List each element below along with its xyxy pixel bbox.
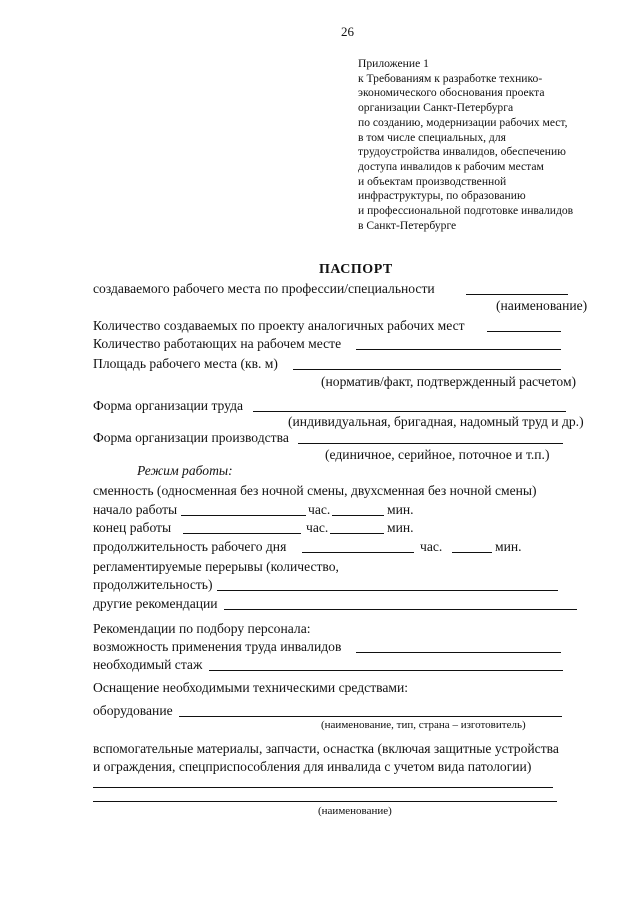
appendix-line: доступа инвалидов к рабочим местам — [358, 159, 544, 173]
production-form-hint: (единичное, серийное, поточное и т.п.) — [325, 447, 550, 462]
breaks-label-1: регламентируемые перерывы (количество, — [93, 559, 339, 574]
minutes-unit: мин. — [387, 520, 414, 535]
workers-count-label: Количество работающих на рабочем месте — [93, 336, 342, 351]
appendix-line: трудоустройства инвалидов, обеспечению — [358, 145, 566, 159]
similar-count-field[interactable] — [487, 331, 561, 332]
profession-label: создаваемого рабочего места по профессии/специальности — [93, 281, 435, 296]
personnel-heading: Рекомендации по подбору персонала: — [93, 621, 311, 636]
hours-unit: час. — [306, 520, 329, 535]
start-hours-field[interactable] — [181, 515, 306, 516]
equipment-label: оборудование — [93, 703, 173, 718]
shifts-label: сменность (односменная без ночной смены, двухсменная без ночной смены) — [93, 483, 537, 498]
experience-label: необходимый стаж — [93, 657, 203, 672]
other-recommendations-label: другие рекомендации — [93, 596, 218, 611]
appendix-line: по созданию, модернизации рабочих мест, — [358, 115, 568, 129]
appendix-block — [358, 57, 573, 233]
labor-form-label: Форма организации труда — [93, 398, 244, 413]
document-title: ПАСПОРТ — [319, 262, 393, 277]
appendix-line: экономического обоснования проекта — [358, 86, 545, 100]
disabled-labor-label: возможность применения труда инвалидов — [93, 639, 342, 654]
production-form-field[interactable] — [298, 443, 563, 444]
area-field[interactable] — [293, 369, 561, 370]
work-mode-heading: Режим работы: — [137, 463, 233, 478]
labor-form-field[interactable] — [253, 411, 566, 412]
start-label: начало работы — [93, 502, 178, 517]
aux-label-1: вспомогательные материалы, запчасти, оснастка (включая защитные устройства — [93, 741, 559, 756]
appendix-line: и объектам производственной — [358, 174, 507, 188]
other-recommendations-field[interactable] — [224, 609, 577, 610]
workers-count-field[interactable] — [356, 349, 561, 350]
experience-field[interactable] — [209, 670, 563, 671]
minutes-unit: мин. — [387, 502, 414, 517]
end-hours-field[interactable] — [183, 533, 301, 534]
area-label: Площадь рабочего места (кв. м) — [93, 356, 278, 371]
labor-form-hint: (индивидуальная, бригадная, надомный труд и др.) — [288, 414, 584, 429]
aux-hint: (наименование) — [318, 805, 392, 817]
duration-hours-field[interactable] — [302, 552, 414, 553]
appendix-line: в Санкт-Петербурге — [358, 218, 457, 232]
minutes-unit: мин. — [495, 539, 522, 554]
appendix-line: к Требованиям к разработке технико- — [358, 71, 543, 85]
appendix-line: в том числе специальных, для — [358, 130, 506, 144]
appendix-line: организации Санкт-Петербурга — [358, 101, 514, 115]
equipment-hint: (наименование, тип, страна – изготовитель) — [321, 719, 526, 731]
appendix-line: инфраструктуры, по образованию — [358, 189, 526, 203]
duration-minutes-field[interactable] — [452, 552, 492, 553]
area-hint: (норматив/факт, подтвержденный расчетом) — [321, 374, 577, 389]
aux-label-2: и ограждения, спецприспособления для инвалида с учетом вида патологии) — [93, 759, 532, 774]
breaks-field[interactable] — [217, 590, 558, 591]
production-form-label: Форма организации производства — [93, 430, 289, 445]
hours-unit: час. — [420, 539, 443, 554]
hours-unit: час. — [308, 502, 331, 517]
breaks-label-2: продолжительность) — [93, 577, 213, 592]
equipment-field[interactable] — [179, 716, 562, 717]
profession-field[interactable] — [466, 294, 568, 295]
duration-label: продолжительность рабочего дня — [93, 539, 287, 554]
appendix-line: и профессиональной подготовке инвалидов — [358, 204, 574, 218]
start-minutes-field[interactable] — [332, 515, 384, 516]
similar-count-label: Количество создаваемых по проекту аналогичных рабочих мест — [93, 318, 465, 333]
equipment-heading: Оснащение необходимыми техническими средствами: — [93, 680, 409, 695]
appendix-line: Приложение 1 — [358, 57, 429, 70]
end-minutes-field[interactable] — [330, 533, 384, 534]
end-label: конец работы — [93, 520, 172, 535]
profession-hint: (наименование) — [496, 298, 588, 313]
disabled-labor-field[interactable] — [356, 652, 561, 653]
page-number: 26 — [341, 24, 354, 39]
aux-field-line-2[interactable] — [93, 801, 557, 802]
aux-field-line-1[interactable] — [93, 787, 553, 788]
